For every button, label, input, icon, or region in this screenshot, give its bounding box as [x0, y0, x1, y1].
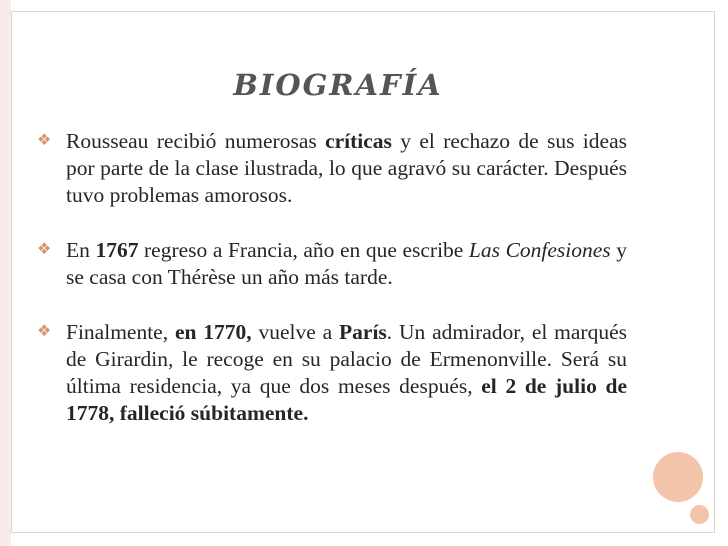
bullet-text: Rousseau recibió numerosas — [66, 129, 326, 153]
bullet-bold-text: en 1770, — [174, 320, 252, 344]
bullet-item-1767 — [37, 237, 627, 291]
bullet-item-1770 — [37, 319, 627, 427]
diamond-bullet-icon: ❖ — [37, 132, 52, 149]
bullet-italic-text: Las Confesiones — [468, 238, 611, 262]
bullet-list — [37, 128, 627, 427]
bullet-item-criticas — [37, 128, 627, 209]
bullet-text: Finalmente, — [66, 320, 175, 344]
bullet-bold-text: críticas — [325, 129, 392, 153]
diamond-bullet-icon: ❖ — [37, 323, 52, 340]
decorative-circle-large — [653, 452, 703, 502]
bullet-text: y el rechazo de sus ideas por parte de la clase ilustrada, lo que agravó su carácter. Después tuvo problemas amorosos. — [66, 129, 627, 207]
slide-title: BIOGRAFÍA — [233, 68, 443, 102]
bullet-text: vuelve a — [251, 320, 340, 344]
bullet-text: y se casa con Thérèse un año más tarde. — [66, 238, 627, 289]
bullet-bold-text: París — [339, 320, 387, 344]
bullet-text: En — [66, 238, 96, 262]
bullet-bold-text: el 2 de julio de 1778, falleció súbitamente. — [66, 374, 627, 425]
bullet-bold-text: 1767 — [95, 238, 139, 262]
bullet-text: . Un admirador, el marqués de Girardin, le recoge en su palacio de Ermenonville. Será su última residencia, ya que dos meses después, — [66, 320, 627, 398]
diamond-bullet-icon: ❖ — [37, 241, 52, 258]
decorative-circle-small — [690, 505, 709, 524]
bullet-text: regreso a Francia, año en que escribe — [138, 238, 469, 262]
